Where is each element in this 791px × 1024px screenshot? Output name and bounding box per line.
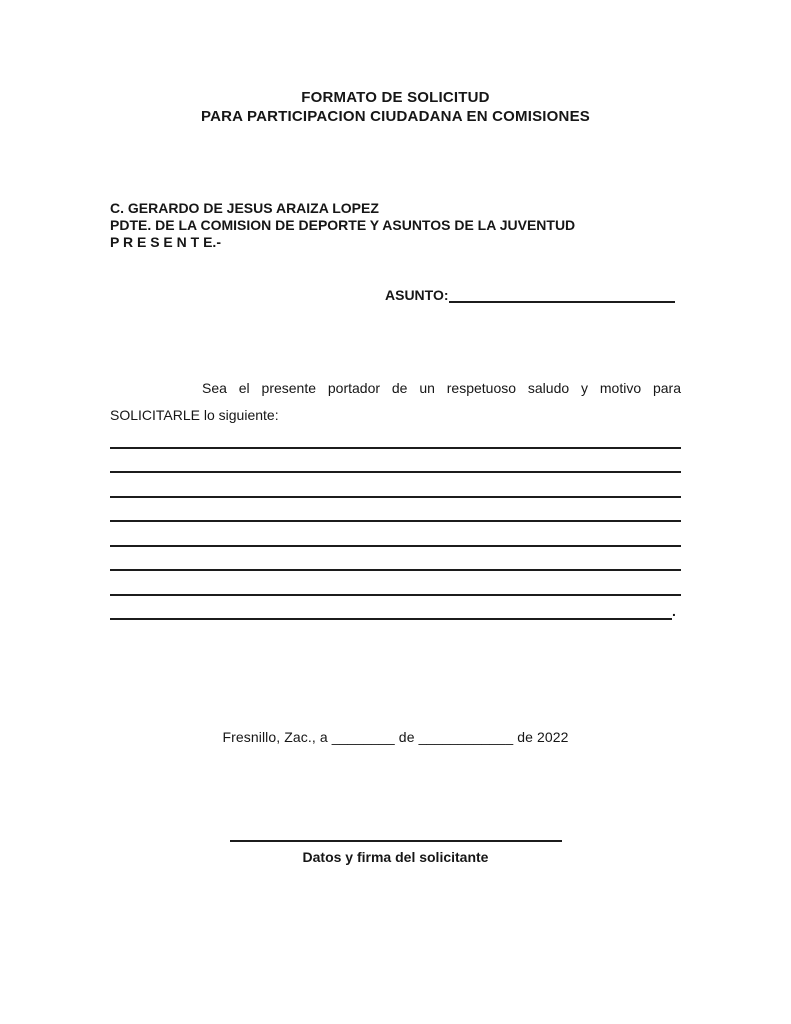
signature-caption: Datos y firma del solicitante [302, 849, 489, 865]
request-blank-line [110, 496, 681, 498]
subject-blank-line [449, 286, 675, 303]
date-line: Fresnillo, Zac., a ________ de ____________ de 2022 [222, 729, 569, 745]
subject-label: ASUNTO: [385, 287, 449, 303]
signature-line [230, 840, 562, 842]
document-title-line2: PARA PARTICIPACION CIUDADANA EN COMISIONES [201, 108, 590, 125]
terminal-period: . [672, 603, 676, 619]
document-title-line1: FORMATO DE SOLICITUD [301, 89, 490, 106]
recipient-role: PDTE. DE LA COMISION DE DEPORTE Y ASUNTOS DE LA JUVENTUD [110, 217, 576, 233]
request-blank-lines [110, 447, 681, 627]
request-blank-line [110, 471, 681, 473]
request-blank-line [110, 569, 681, 571]
document-title [0, 88, 791, 126]
recipient-name: C. GERARDO DE JESUS ARAIZA LOPEZ [110, 200, 379, 216]
recipient-block [110, 200, 710, 251]
recipient-salutation: P R E S E N T E.- [110, 234, 221, 250]
request-blank-line [110, 603, 676, 620]
request-blank-line [110, 447, 681, 449]
request-blank-line [110, 520, 681, 522]
subject-row [385, 286, 675, 303]
request-blank-line [110, 594, 681, 596]
body-paragraph: Sea el presente portador de un respetuoso saludo y motivo para SOLICITARLE lo siguiente: [110, 380, 681, 423]
request-blank-line [110, 545, 681, 547]
